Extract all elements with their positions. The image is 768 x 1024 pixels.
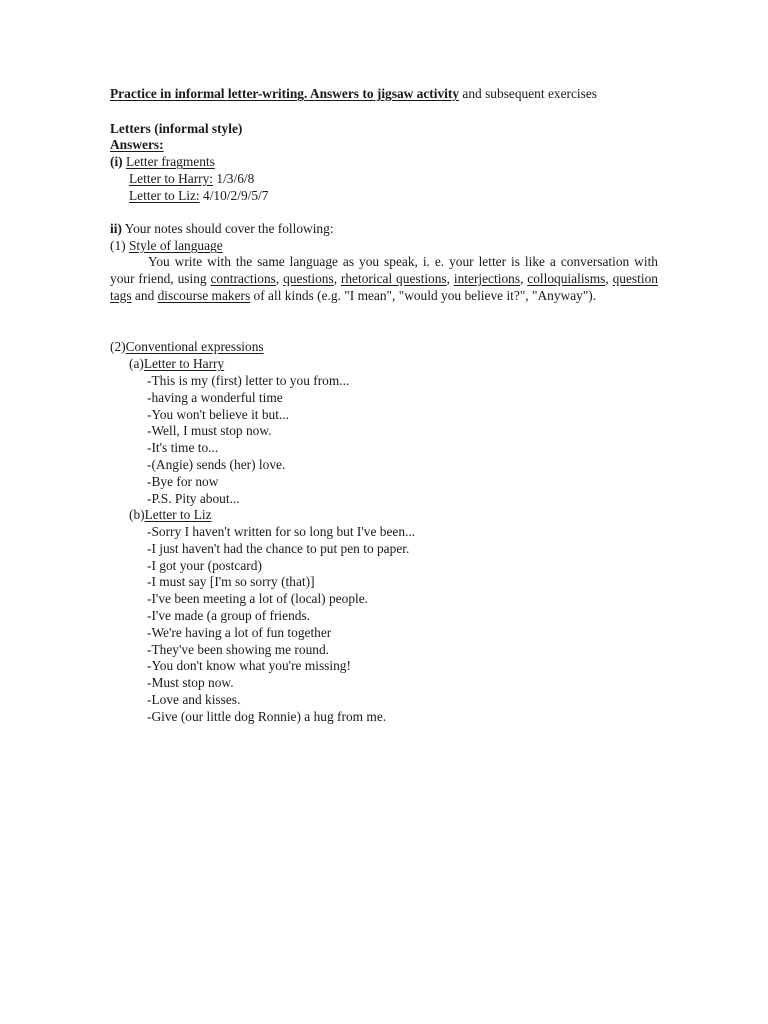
document-title: Practice in informal letter-writing. Answers to jigsaw activity xyxy=(110,86,460,101)
expression-item: -I must say [I'm so sorry (that)] xyxy=(147,574,315,590)
style-heading xyxy=(110,237,223,254)
expression-item: -Must stop now. xyxy=(147,675,234,691)
keyword-rhetorical-questions: rhetorical questions xyxy=(340,270,447,286)
conventional-number: (2) xyxy=(110,339,126,354)
liz-expressions-heading xyxy=(129,506,212,523)
conventional-title: Conventional expressions xyxy=(125,339,264,354)
style-number: (1) xyxy=(110,238,129,253)
part-i-title: Letter fragments xyxy=(126,154,215,169)
part-ii-heading xyxy=(110,220,334,237)
expression-item: -I just haven't had the chance to put pen to paper. xyxy=(147,540,410,556)
expression-item: -We're having a lot of fun together xyxy=(147,624,332,640)
liz-fragments xyxy=(129,187,268,204)
expression-item: -I've been meeting a lot of (local) people. xyxy=(147,591,369,607)
part-i-label: (i) xyxy=(110,154,123,169)
liz-fragments-value: 4/10/2/9/5/7 xyxy=(199,188,269,203)
expression-item: -You don't know what you're missing! xyxy=(147,658,351,674)
keyword-question-tags: question tags xyxy=(110,270,658,303)
liz-fragments-label: Letter to Liz: xyxy=(129,188,200,203)
style-paragraph: You write with the same language as you speak, i. e. your letter is like a conversation with your friend, using contractions, questions, rhetorical questions, interjections, colloquialisms, question tags and discourse makers of all kinds (e.g. "I mean", "would you believe it?", "Anyway"). xyxy=(110,254,658,303)
answers-label: Answers: xyxy=(110,137,164,152)
document-title-rest: and subsequent exercises xyxy=(459,86,598,101)
harry-fragments-value: 1/3/6/8 xyxy=(213,171,255,186)
expression-item: -I got your (postcard) xyxy=(147,557,262,573)
section-heading-letters: Letters (informal style) xyxy=(110,121,243,136)
expression-item: -Love and kisses. xyxy=(147,692,241,707)
liz-expressions-label: (b) xyxy=(129,507,145,522)
expression-item: -They've been showing me round. xyxy=(147,641,330,657)
style-title: Style of language xyxy=(128,238,223,253)
harry-expressions-label: (a) xyxy=(129,356,144,371)
expression-item: -I've made (a group of friends. xyxy=(147,608,311,623)
document-title-line xyxy=(110,85,597,102)
keyword-colloquialisms: colloquialisms xyxy=(527,270,606,286)
liz-expressions-title: Letter to Liz xyxy=(144,507,212,522)
conventional-heading xyxy=(110,338,264,355)
harry-fragments-label: Letter to Harry: xyxy=(129,171,214,186)
expression-item: -P.S. Pity about... xyxy=(147,490,240,506)
keyword-contractions: contractions xyxy=(210,270,276,286)
part-ii-intro: Your notes should cover the following: xyxy=(121,221,334,236)
expression-item: -This is my (first) letter to you from... xyxy=(147,373,350,388)
expression-item: -Well, I must stop now. xyxy=(147,423,272,439)
expression-item: -(Angie) sends (her) love. xyxy=(147,457,286,472)
expression-item: -You won't believe it but... xyxy=(147,406,290,422)
harry-expressions-title: Letter to Harry xyxy=(143,356,225,371)
keyword-questions: questions xyxy=(283,270,334,286)
expression-item: -Give (our little dog Ronnie) a hug from me. xyxy=(147,708,387,724)
harry-expressions-heading xyxy=(129,355,224,372)
part-i-heading xyxy=(110,153,215,170)
keyword-discourse-makers: discourse makers xyxy=(157,287,251,303)
expression-item: -Sorry I haven't written for so long but I've been... xyxy=(147,524,416,539)
expression-item: -having a wonderful time xyxy=(147,389,283,405)
part-ii-label: ii) xyxy=(110,221,122,236)
harry-fragments xyxy=(129,170,254,187)
keyword-interjections: interjections xyxy=(453,270,521,286)
expression-item: -Bye for now xyxy=(147,473,219,489)
expression-item: -It's time to... xyxy=(147,440,219,456)
